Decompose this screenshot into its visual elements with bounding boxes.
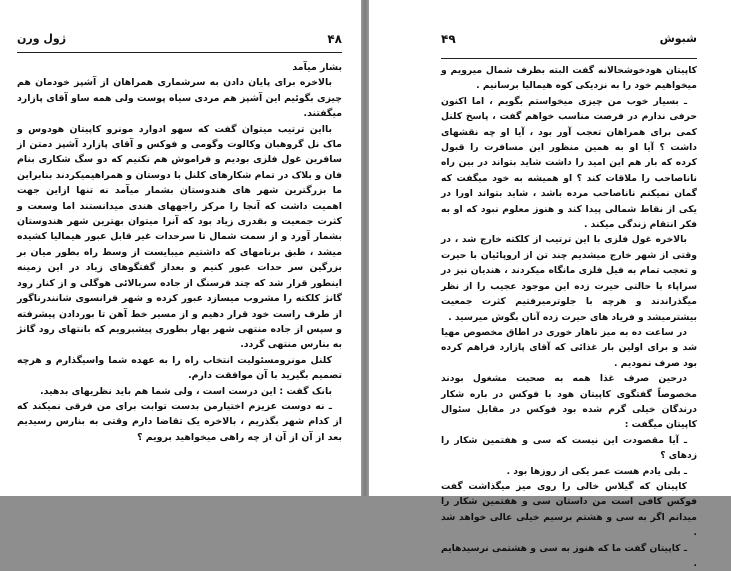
paragraph: کاپیتان هودخوشحالانه گفت البته بطرف شمال میرویم و میخواهیم خود را به نزدیکی کوه هیمالیا برسانیم . xyxy=(441,65,697,92)
paragraph: بااین ترتیب میتوان گفت که سهو ادوارد مونرو کاپیتان هودوس و ماک نل گروهبان وکالوت وگومی و فوکس و آقای پازارد آشپز دمتن از سافرین غول فلزی بودیم و فراموش هم نکنیم که دو سگ شکاری بنام فان و بلاک در تمام شکارهای کلنل با دوستان و همراهیمیکردند بنابراین ما بزرگترین شهر های هندوستان بشمار میآمد نه تنها ازاین جهت اهمیت داشت که آنجا را مرکز راجههای هندی میدانستند اما وسعت و کثرت جمعیت و بقدری زیاد بود که آنرا میتوان بهترین شهر هندوستان بشمار آورد و از سمت شمال تا سرحدات غیر قابل عبور هیمالیا کشیده میشد ، طبق برنامهای که داشتیم میبایست از وسط راه بطور میان بر بزرگین سر حدات عبور کنیم و بعداز گفتگوهای زیاد در این زمینه اینطور قرار شد که چند فرسنگ از جاده سربالائی هوگلی و از کنار رود گانژ کلکته را مشروب میسازد عبور کرده و شهر فرانسوی شانندرناگور از طرف راست خود قرار دهیم و از مسیر خط آهن تا بوردادن پیشرفته و سپس از جاده منتهی شهر بهار بطوری پیشبرویم که بانتهای رود گانژ به بنارس منتهی گردد. xyxy=(17,123,342,351)
running-title: شبوش xyxy=(659,32,697,45)
page-body xyxy=(441,63,697,571)
paragraph: ـ آیا مقصودت این نیست که سی و هفتمین شکار را زدهای ؟ xyxy=(441,434,697,462)
paragraph: ـ بلی یادم هست عمر یکی از روزها بود . xyxy=(506,465,687,477)
header-rule xyxy=(17,52,342,53)
paragraph: ـ کاپیتان گفت ما که هنوز به سی و هشتمی نرسیدهایم . xyxy=(441,542,697,569)
paragraph: بالاخره غول فلزی با این ترتیب از کلکته خارج شد ، در وقتی از شهر خارج میشدیم چند تن از اروپائیان با حیرت و تعجب تمام به فیل فلزی مانگاه میکردند ، هندیان نیز در سراپاء با حالتی حیرت زده این موجود عجیب را از نظر میگذراندند و هرچه با جلوترمیرفتیم کثرت جمعیت بیشترمیشد و فریاد های حیرت زده آنان بگوش میرسید . xyxy=(441,234,697,323)
page-number: ۴۹ xyxy=(441,32,456,46)
page-body xyxy=(17,60,342,445)
right-page-header xyxy=(441,32,697,48)
paragraph: ـ نه دوست عزیزم اختیارمن بدست توابت برای من فرقی نمیکند که از کدام شهر بگذریم ، بالاخره یک تقاضا دارم وقتی به بنارس رسیدیم بعد از آن از آن از چه راهی میخواهید برویم ؟ xyxy=(17,400,342,443)
paragraph: کلنل مونرومسئولیت انتخاب راه را به عهده شما واسیگذارم و هرچه تصمیم بگیرید با آن موافقت دارم. xyxy=(17,354,342,382)
paragraph: در ساعت ده به میز ناهار خوری در اطاق مخصوص مهیا شد و برای اولین بار غذائی که آقای پازارد فراهم کرده بود صرف نمودیم . xyxy=(441,326,697,369)
header-rule xyxy=(441,58,697,59)
paragraph: ـ بسیار خوب من چیزی میخواستم بگویم ، اما اکنون حرفی ندارم در فرصت مناسب خواهم گفت ، پاسخ کلنل کمی برای همراهان تعجب آور بود ، آیا او چه نقشهای داشت ؟ آیا او به همین منظور این مسافرت را قبول کرده که بار هم این امید را داشت شاید بتواند در بین راه ناناصاحب را ملاقات کند ؟ او همیشه به خود میگفت که گمان نمیکنم ناناصاحب مرده باشد ، شاید بتواند اورا در یکی از نقاط شمالی پیدا کند و هنوز معلوم نبود که او به فکر انتقام زندگی میکند . xyxy=(441,95,697,231)
paragraph: بانک گفت : این درست است ، ولی شما هم باید نظریهای بدهید. xyxy=(40,385,332,397)
left-page-header xyxy=(17,32,342,48)
book-gutter xyxy=(361,0,369,496)
page-number: ۴۸ xyxy=(327,32,342,46)
right-page xyxy=(369,0,731,569)
paragraph: بالاخره برای پایان دادن به سرشماری همراهان از آشپز خودمان هم چیزی بگوئیم این آشپز هم مردی سیاه پوست ولی همه ساو آقای پازارد میگفتند. xyxy=(17,77,342,120)
left-page xyxy=(0,0,361,496)
paragraph: بشار میآمد xyxy=(292,62,342,73)
paragraph: کاپیتان که گیلاس خالی را روی میز میگذاشت گفت فوکس کافی است من داستان سی و هفتمین شکار را میدانم اگر به سی و هشتم برسیم خیلی عالی خواهد شد . xyxy=(441,480,697,539)
running-title: ژول ورن xyxy=(17,32,67,45)
paragraph: درحین صرف غذا همه به صحبت مشغول بودند مخصوصاً گفتگوی کاپیتان هود با فوکس در باره شکار درندگان خیلی گرم شده بود فوکس در مقابل سئوال کاپیتان میگفت : xyxy=(441,373,697,431)
